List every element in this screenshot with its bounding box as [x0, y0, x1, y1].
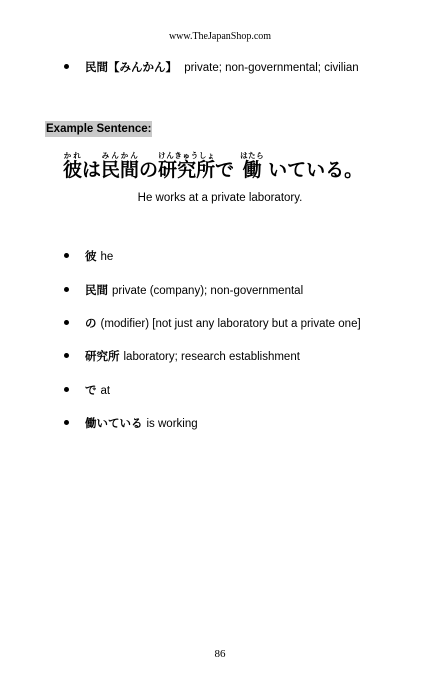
breakdown-jp: 働いている [85, 418, 143, 430]
breakdown-en: is working [146, 418, 198, 430]
bullet-icon [64, 387, 69, 392]
breakdown-item [64, 383, 110, 399]
vocab-entry [64, 60, 359, 76]
sentence-segment: 働はたら [240, 151, 265, 181]
bullet-icon [64, 64, 69, 69]
breakdown-item [64, 249, 113, 265]
vocab-meaning: private; non-governmental; civilian [184, 62, 359, 74]
breakdown-en: he [100, 251, 114, 263]
bullet-icon [64, 420, 69, 425]
bullet-icon [64, 287, 69, 292]
sentence-segment: 民間みんかん [101, 151, 140, 181]
breakdown-en: at [100, 385, 111, 397]
breakdown-jp: 彼 [85, 251, 97, 263]
sentence-segment: の [139, 159, 159, 181]
breakdown-item [64, 316, 361, 332]
breakdown-item [64, 349, 300, 365]
sentence-segment: 彼かれ [63, 151, 83, 181]
breakdown-en: (modifier) [not just any laboratory but a private one] [100, 318, 361, 330]
sentence-segment: で [215, 159, 235, 181]
example-sentence-label: Example Sentence: [46, 123, 152, 135]
bullet-icon [64, 253, 69, 258]
breakdown-jp: 民間 [85, 285, 108, 297]
example-translation: He works at a private laboratory. [137, 192, 303, 204]
site-header: www.TheJapanShop.com [168, 31, 272, 42]
breakdown-item [64, 416, 198, 432]
breakdown-en: private (company); non-governmental [112, 285, 304, 297]
breakdown-jp: の [85, 318, 97, 330]
sentence-segment: いている。 [268, 159, 364, 181]
bullet-icon [64, 320, 69, 325]
example-sentence [63, 150, 363, 190]
breakdown-jp: 研究所 [85, 351, 120, 363]
vocab-term: 民間【みんかん】 [85, 62, 177, 74]
sentence-segment: 研究所けんきゅうしょ [158, 151, 216, 181]
breakdown-jp: で [85, 385, 97, 397]
sentence-segment: は [82, 159, 102, 181]
page-number: 86 [214, 648, 226, 660]
bullet-icon [64, 353, 69, 358]
breakdown-item [64, 283, 303, 299]
breakdown-en: laboratory; research establishment [123, 351, 300, 363]
